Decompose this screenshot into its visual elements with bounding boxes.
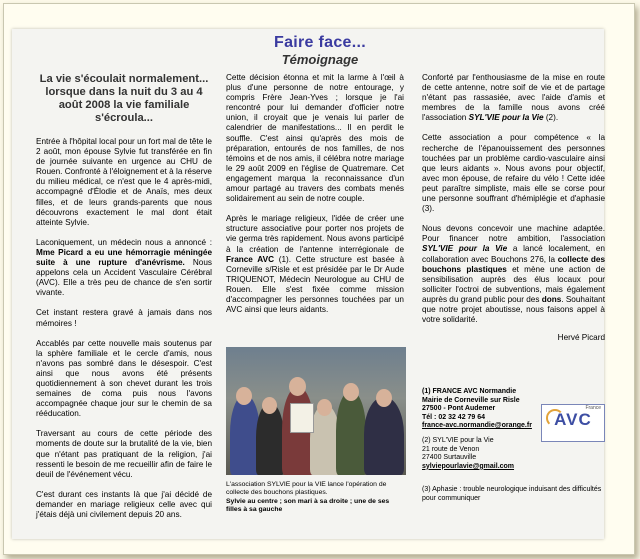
contact-france-avc	[422, 388, 542, 431]
bold-text: SYL'VIE pour la Vie	[468, 113, 544, 123]
contact-line: 27500 - Pont Audemer	[422, 405, 496, 413]
email-link[interactable]: france-avc.normandie@orange.fr	[422, 422, 532, 430]
column-right	[422, 73, 605, 343]
text-run: Après le mariage religieux, l'idée de créer une structure associative pour porter nos projets de vie germa très rapidement. Nous avons participé à la création de l'antenne interrégionale de	[226, 214, 404, 254]
paragraph	[422, 73, 605, 123]
intro-heading: La vie s'écoulait normalement... lorsque dans la nuit du 3 au 4 août 2008 la vie familiale s'écroula...	[39, 73, 209, 124]
paragraph: Entrée à l'hôpital local pour un fort mal de tête le 2 août, mon épouse Sylvie fut transférée en fin de journée suivante en urgence au CHU de Rouen. Confronté à l'éloignement et à la réserve du milieu médical, ce n'est que le 4 après-midi, accompagné d'Élodie et de Anaïs, mes deux filles, et de leurs grands-parents que nous découvrons exactement le mal dont était atteinte Sylvie.	[36, 137, 212, 227]
text-run: (1). Cette structure est basée à Corneville s/Risle et est présidée par le Dr Aude TRIQUENOT, Médecin Neurologue au CHU de Rouen. Elle s'est fixée comme mission d'accompagner les personnes touchées par un AVC ainsi que leurs aidants.	[226, 254, 405, 315]
logo-main-text: AVC	[554, 410, 592, 429]
france-avc-logo	[541, 404, 605, 442]
paragraph: Cette association a pour compétence « la recherche de l'épanouissement des personnes touchées par un problème cardio-vasculaire ainsi que leurs aidants ». Nous avons pour objectif, avec mon épouse, de refaire du vélo ! Cette idée peut paraître simpliste, mais elle se corse pour une personne souffrant d'hémiplégie et d'aphasie (3).	[422, 133, 605, 214]
bold-text: SYL'VIE pour la Vie	[422, 244, 508, 254]
footnote-aphasie: (3) Aphasie : trouble neurologique induisant des difficultés pour communiquer	[422, 486, 602, 502]
caption-line: Sylvie au centre ; son mari à sa droite ; une de ses filles à sa gauche	[226, 497, 390, 514]
paragraph: Traversant au cours de cette période des moments de doute sur la brutalité de la vie, bien que n'étant pas pratiquant de la religion, j'ai ressenti le besoin de me recueillir afin de faire le deuil de l'événement vécu.	[36, 429, 212, 479]
bold-text: collecte des bouchons plastiques	[422, 254, 606, 274]
contact-line: (2) SYL'VIE pour la Vie	[422, 436, 494, 444]
text-run: Nous appelons cela un Accident Vasculaire Cérébral (AVC). Elle a très peu de chance de s'en sortir vivante.	[36, 258, 212, 298]
contact-sylvie	[422, 437, 542, 471]
article-title: Faire face...	[274, 34, 366, 51]
text-run: Nous devons concevoir une machine adaptée. Pour financer notre ambition, l'association	[422, 224, 605, 244]
contacts-block	[422, 388, 542, 477]
column-left	[36, 73, 212, 530]
bold-text: Mme Picard a eu une hémorragie méningée suite à une rupture d'anévrisme.	[36, 247, 212, 268]
email-link[interactable]: sylviepourlavie@gmail.com	[422, 462, 515, 470]
bold-text: France AVC	[226, 254, 274, 264]
contact-line: 21 route de Venon	[422, 445, 480, 453]
contact-line: Tél : 02 32 42 79 64	[422, 413, 486, 421]
contact-line: (1) FRANCE AVC Normandie	[422, 388, 517, 395]
paragraph: Nous devons concevoir une machine adaptée. Pour financer notre ambition, l'association SYL'VIE pour la Vie a lancé localement, en collaboration avec Bouchons 276, la collecte des bouchons plastiques et mène une action de sensibilisation auprès des élus locaux pour solliciter l'octroi de subventions, mais également auprès du grand public pour des dons. Souhaitant que notre projet aboutisse, nous faisons appel à votre solidarité.	[422, 224, 606, 325]
contact-line: Mairie de Corneville sur Risle	[422, 396, 520, 404]
text-run: Souhaitant que notre projet aboutisse, nous faisons appel à votre solidarité.	[422, 294, 605, 325]
paragraph: Accablés par cette nouvelle mais soutenus par la sphère familiale et le cercle d'amis, nous n'avons pas sombré dans le désespoir. C'est ainsi que nous avons été présents quotidiennement à son chevet durant les trois semaines de coma puis nous l'avons accompagnée chaque jour sur le chemin de sa rééducation.	[36, 338, 212, 419]
caption-line: L'association SYLVIE pour la VIE lance l'opération de collecte des bouchons plastiques.	[226, 481, 387, 497]
paragraph: Cette décision étonna et mit la larme à l'œil à plus d'une personne de notre entourage, y compris Frère Jean-Yves ; lorsque je l'ai rencontré pour lui demander d'officier notre union, il croyait que je venais lui parler de calendrier de manifestations... Il en perdit le souffle. C'est ainsi qu'après des mois de préparation, entourés de nos familles, de nos témoins et de nos amis, il célébra notre mariage le 29 août 2009 en l'église de Quatremare. Cet engagement marqua la reconnaissance d'un amour partagé au travers des combats menés solidairement au sein de notre couple.	[226, 73, 404, 204]
paragraph	[226, 214, 404, 315]
paragraph: C'est durant ces instants là que j'ai décidé de demander en mariage religieux celle avec qui j'étais déjà uni civilement depuis 20 ans.	[36, 489, 212, 519]
text-run: a lancé localement, en collaboration avec Bouchons 276, la	[422, 244, 605, 264]
text-run: Laconiquement, un médecin nous a annoncé :	[36, 237, 212, 247]
article-subtitle: Témoignage	[281, 52, 359, 67]
logo-top-text: France	[585, 405, 601, 411]
photo-caption	[226, 481, 406, 515]
text-run: Conforté par l'enthousiasme de la mise en route de cette antenne, notre soif de vie et de partage n'étant pas rassasiée, avec l'aide d'amis et membres de la famille nous avons créé l'association	[422, 73, 605, 123]
text-run: (2).	[545, 113, 559, 123]
group-photo	[226, 347, 406, 475]
paragraph: Cet instant restera gravé à jamais dans nos mémoires !	[36, 308, 212, 328]
bold-text: dons	[541, 294, 562, 304]
paragraph	[36, 238, 212, 299]
logo-arc-icon	[546, 409, 564, 427]
contact-line: 27400 Surtauville	[422, 454, 477, 462]
signature: Hervé Picard	[557, 333, 605, 343]
text-run: et mène une action de sensibilisation auprès des élus locaux pour solliciter l'octroi de subventions, mais également auprès du grand public pour des	[422, 264, 605, 304]
column-middle	[226, 73, 404, 325]
